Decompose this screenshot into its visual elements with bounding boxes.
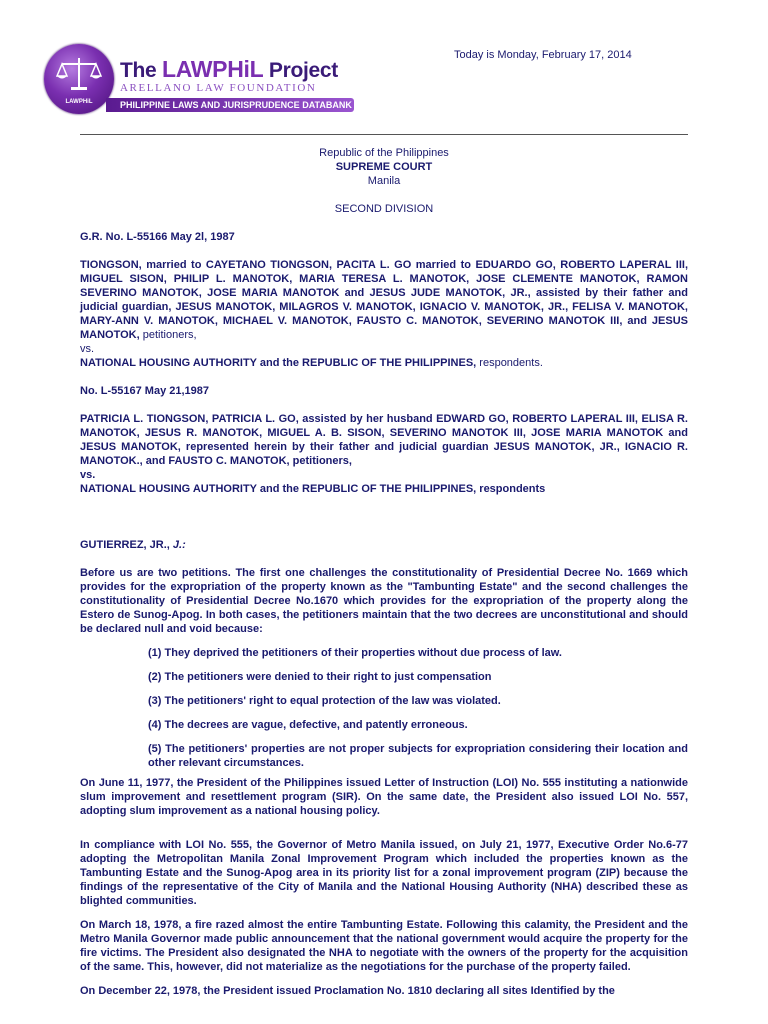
logo-seal-text: LAWPHiL	[65, 99, 93, 105]
logo-title: The LAWPHiL Project	[120, 56, 339, 82]
decision-document	[80, 146, 688, 998]
body-paragraph: In compliance with LOI No. 555, the Governor of Metro Manila issued, on July 21, 1977, Executive Order No.6-77 adopting the Metropolitan Manila Zonal Improvement Program which included the properties known as the Tambunting Estate and the Sunog-Apog area in its priority list for a zonal improvement program (ZIP) because the findings of the representative of the City of Manila and the National Housing Authority (NHA) described these as blighted communities.	[80, 839, 688, 907]
court-city: Manila	[367, 175, 401, 187]
case1-vs: vs.	[80, 343, 95, 355]
list-item: (2) The petitioners were denied to their right to just compensation	[148, 671, 492, 683]
list-item: (5) The petitioners' properties are not proper subjects for expropriation considering their location and other relevant circumstances.	[148, 743, 688, 769]
list-item: (4) The decrees are vague, defective, and patently erroneous.	[148, 719, 468, 731]
logo-subtitle: ARELLANO LAW FOUNDATION	[120, 82, 317, 94]
case2-respondents: NATIONAL HOUSING AUTHORITY and the REPUBLIC OF THE PHILIPPINES, respondents	[80, 483, 546, 495]
lawphil-logo[interactable]	[44, 44, 354, 122]
court-name: SUPREME COURT	[335, 161, 433, 173]
case2-vs: vs.	[80, 469, 96, 481]
case1-gr-number: G.R. No. L-55166 May 2l, 1987	[80, 231, 235, 243]
list-item: (1) They deprived the petitioners of their properties without due process of law.	[148, 647, 562, 659]
republic-line: Republic of the Philippines	[319, 147, 449, 159]
current-date: Today is Monday, February 17, 2014	[454, 49, 632, 61]
page-header	[0, 0, 768, 130]
list-item: (3) The petitioners' right to equal protection of the law was violated.	[148, 695, 501, 707]
case1-petitioners: TIONGSON, married to CAYETANO TIONGSON, PACITA L. GO married to EDUARDO GO, ROBERTO LAPERAL III, MIGUEL SISON, PHILIP L. MANOTOK, MARIA TERESA L. MANOTOK, JOSE CLEMENTE MANOTOK, RAMON SEVERINO MANOTOK, JOSE MARIA MANOTOK and JESUS JUDE MANOTOK, JR., assisted by their father and judicial guardian, JESUS MANOTOK, MILAGROS V. MANOTOK, IGNACIO V. MANOTOK, JR., FELISA V. MANOTOK, MARY-ANN V. MANOTOK, MICHAEL V. MANOTOK, FAUSTO C. MANOTOK, SEVERINO MANOTOK III, and JESUS MANOTOK, petitioners,	[80, 259, 688, 341]
case1-respondents: NATIONAL HOUSING AUTHORITY and the REPUBLIC OF THE PHILIPPINES, respondents.	[80, 357, 543, 369]
body-paragraph: On December 22, 1978, the President issued Proclamation No. 1810 declaring all sites Identified by the	[80, 985, 615, 997]
case2-gr-number: No. L-55167 May 21,1987	[80, 385, 210, 397]
division-heading: SECOND DIVISION	[334, 203, 434, 215]
body-paragraph: On June 11, 1977, the President of the Philippines issued Letter of Instruction (LOI) No. 555 instituting a nationwide slum improvement and resettlement program (SIR). On the same date, the President also issued LOI No. 557, adopting slum improvement as a national housing policy.	[80, 777, 688, 817]
header-divider	[80, 134, 688, 135]
ponente: GUTIERREZ, JR., J.:	[80, 539, 186, 551]
body-paragraph: On March 18, 1978, a fire razed almost the entire Tambunting Estate. Following this calamity, the President and the Metro Manila Governor made public announcement that the national government would acquire the property for the fire victims. The President also designated the NHA to negotiate with the owners of the property for the acquisition of the same. This, however, did not materialize as the negotiations for the purchase of the property failed.	[80, 919, 688, 973]
logo-tagline-bar: PHILIPPINE LAWS AND JURISPRUDENCE DATABANK	[106, 98, 354, 112]
case2-petitioners: PATRICIA L. TIONGSON, PATRICIA L. GO, assisted by her husband EDWARD GO, ROBERTO LAPERAL III, ELISA R. MANOTOK, JESUS R. MANOTOK, MIGUEL A. B. SISON, SEVERINO MANOTOK III, JOSE MARIA MANOTOK and JESUS MANOTOK, represented herein by their father and judicial guardian JESUS MANOTOK, JR., IGNACIO R. MANOTOK., and FAUSTO C. MANOTOK, petitioners,	[80, 413, 688, 467]
scales-of-justice-icon	[44, 44, 114, 114]
body-paragraph: Before us are two petitions. The first one challenges the constitutionality of Presidential Decree No. 1669 which provides for the expropriation of the property known as the "Tambunting Estate" and the second challenges the constitutionality of Presidential Decree No.1670 which provides for the expropriation of the property along the Estero de Sunog-Apog. In both cases, the petitioners maintain that the two decrees are unconstitutional and should be declared null and void because:	[80, 567, 688, 635]
